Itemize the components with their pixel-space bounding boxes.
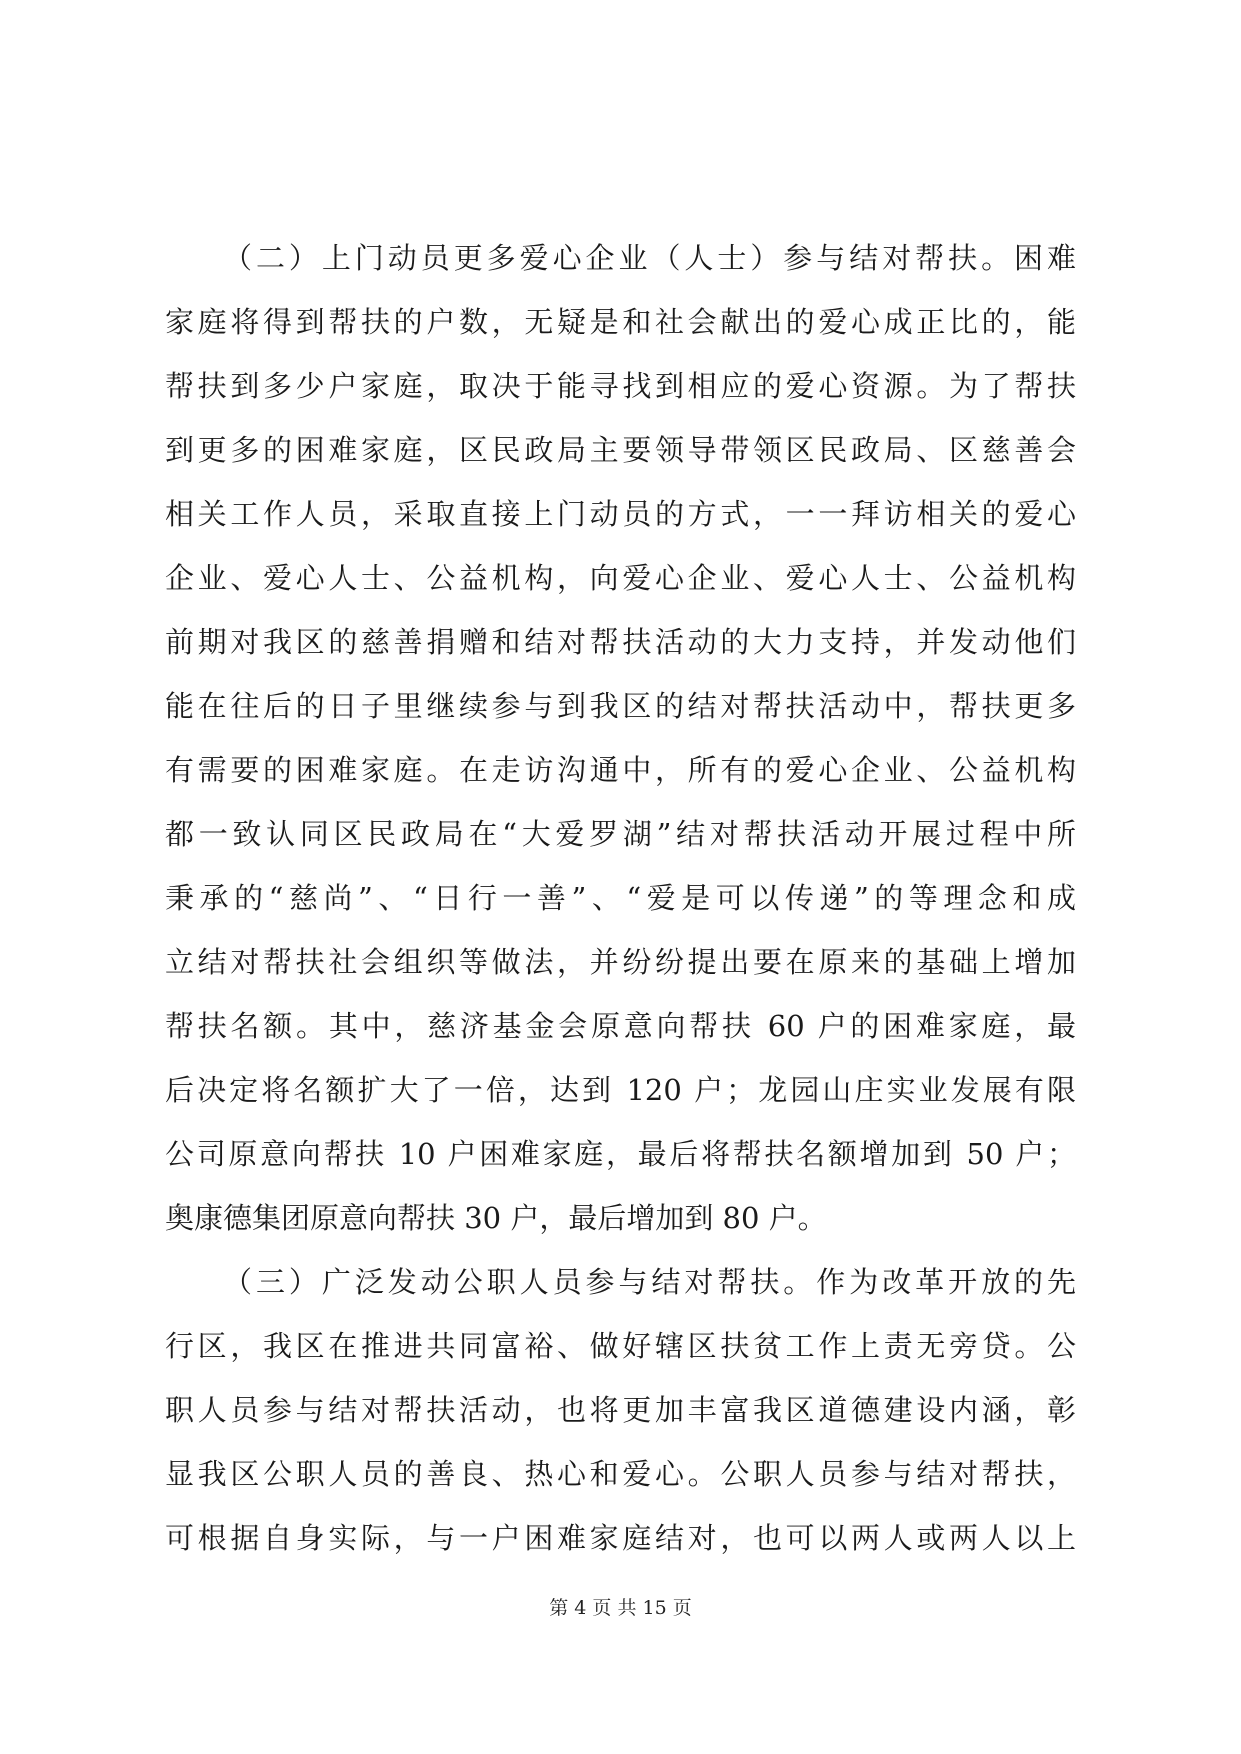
text-line: 立结对帮扶社会组织等做法，并纷纷提出要在原来的基础上增加: [165, 945, 1076, 979]
body-text: [165, 226, 1076, 1570]
text-line: （三）广泛发动公职人员参与结对帮扶。作为改革开放的先: [223, 1265, 1076, 1299]
text-line: 可根据自身实际，与一户困难家庭结对，也可以两人或两人以上: [165, 1521, 1076, 1555]
text-line: 前期对我区的慈善捐赠和结对帮扶活动的大力支持，并发动他们: [165, 625, 1076, 659]
text-line: 行区，我区在推进共同富裕、做好辖区扶贫工作上责无旁贷。公: [165, 1329, 1076, 1363]
text-line: 职人员参与结对帮扶活动，也将更加丰富我区道德建设内涵，彰: [165, 1393, 1076, 1427]
text-line: （二）上门动员更多爱心企业（人士）参与结对帮扶。困难: [223, 241, 1076, 275]
text-line: 企业、爱心人士、公益机构，向爱心企业、爱心人士、公益机构: [165, 561, 1076, 595]
text-line: 相关工作人员，采取直接上门动员的方式，一一拜访相关的爱心: [165, 497, 1076, 531]
text-line: 能在往后的日子里继续参与到我区的结对帮扶活动中，帮扶更多: [165, 689, 1076, 723]
text-line: 后决定将名额扩大了一倍，达到 120 户；龙园山庄实业发展有限: [165, 1073, 1076, 1107]
text-line: 到更多的困难家庭，区民政局主要领导带领区民政局、区慈善会: [165, 433, 1076, 467]
text-line: 帮扶到多少户家庭，取决于能寻找到相应的爱心资源。为了帮扶: [165, 369, 1076, 403]
text-line: 奥康德集团原意向帮扶 30 户，最后增加到 80 户。: [165, 1201, 827, 1235]
text-line: 家庭将得到帮扶的户数，无疑是和社会献出的爱心成正比的，能: [165, 305, 1076, 339]
text-line: 秉承的“慈尚”、“日行一善”、“爱是可以传递”的等理念和成: [165, 881, 1076, 915]
page-number-footer: 第 4 页 共 15 页: [549, 1597, 692, 1619]
text-line: 公司原意向帮扶 10 户困难家庭，最后将帮扶名额增加到 50 户；: [165, 1137, 1076, 1171]
text-line: 有需要的困难家庭。在走访沟通中，所有的爱心企业、公益机构: [165, 753, 1076, 787]
text-line: 都一致认同区民政局在“大爱罗湖”结对帮扶活动开展过程中所: [165, 817, 1076, 851]
text-line: 帮扶名额。其中，慈济基金会原意向帮扶 60 户的困难家庭，最: [165, 1009, 1076, 1043]
text-line: 显我区公职人员的善良、热心和爱心。公职人员参与结对帮扶，: [165, 1457, 1076, 1491]
